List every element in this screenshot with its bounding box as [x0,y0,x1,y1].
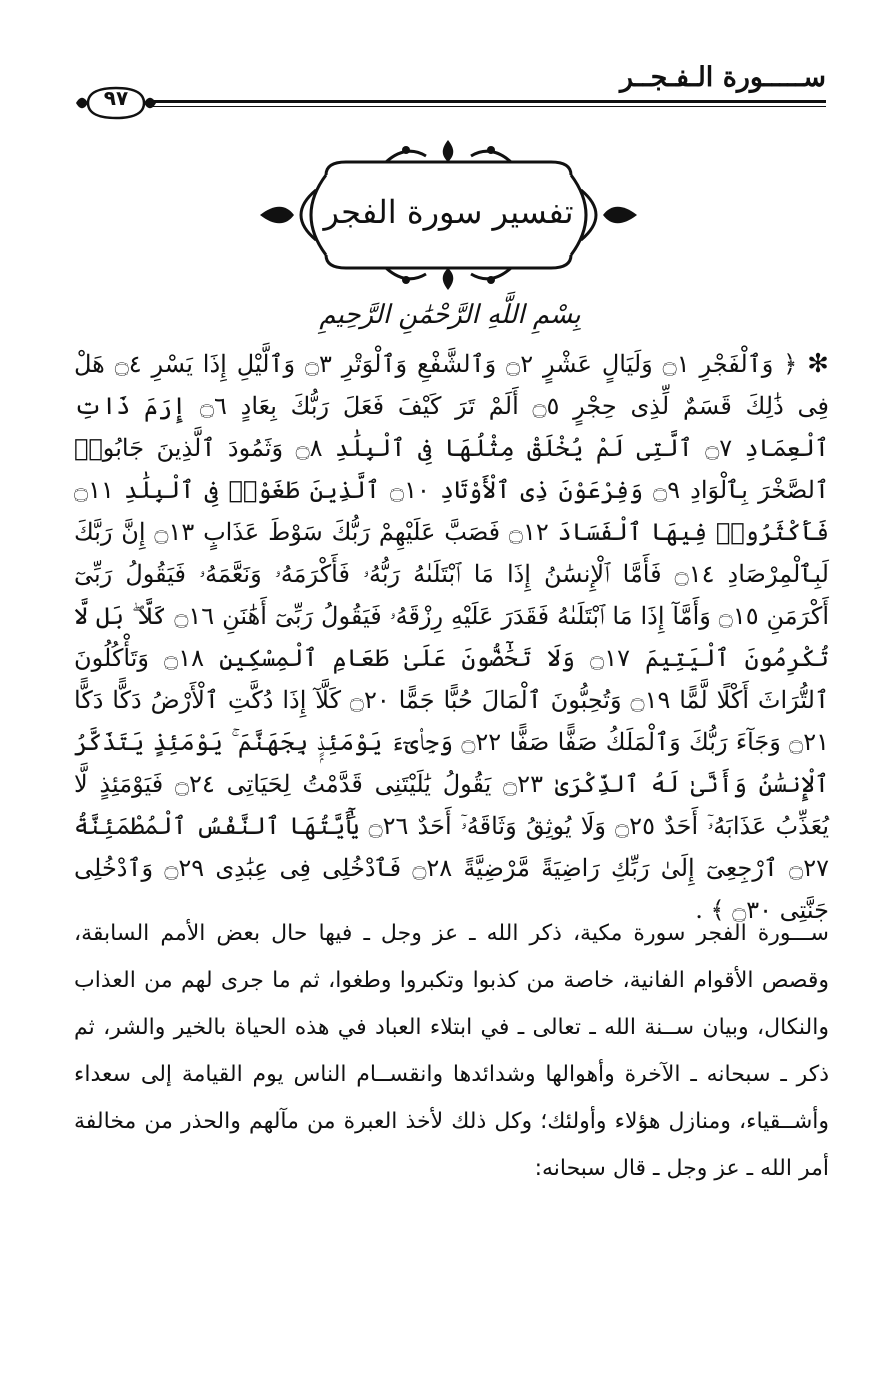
section-star-marker: ✻ [807,349,829,379]
quran-text: ﴿ وَٱلْفَجْرِ ۝١ وَلَيَالٍ عَشْرٍ ۝٢ وَٱلشَّفْعِ وَٱلْوَتْرِ ۝٣ وَٱلَّيْلِ إِذَا يَسْرِ ۝٤ هَلْ فِى ذَٰلِكَ قَسَمٌ لِّذِى حِجْرٍ ۝٥ أَلَمْ تَرَ كَيْفَ فَعَلَ رَبُّكَ بِعَادٍ ۝٦ إِرَمَ ذَاتِ ٱلْعِمَادِ ۝٧ ٱلَّتِى لَمْ يُخْلَقْ مِثْلُهَا فِى ٱلْبِلَٰدِ ۝٨ وَثَمُودَ ٱلَّذِينَ جَابُوا۟ ٱلصَّخْرَ بِٱلْوَادِ ۝٩ وَفِرْعَوْنَ ذِى ٱلْأَوْتَادِ ۝١٠ ٱلَّذِينَ طَغَوْا۟ فِى ٱلْبِلَٰدِ ۝١١ فَأَكْثَرُوا۟ فِيهَا ٱلْفَسَادَ ۝١٢ فَصَبَّ عَلَيْهِمْ رَبُّكَ سَوْطَ عَذَابٍ ۝١٣ إِنَّ رَبَّكَ لَبِٱلْمِرْصَادِ ۝١٤ فَأَمَّا ٱلْإِنسَٰنُ إِذَا مَا ٱبْتَلَىٰهُ رَبُّهُۥ فَأَكْرَمَهُۥ وَنَعَّمَهُۥ فَيَقُولُ رَبِّىٓ أَكْرَمَنِ ۝١٥ وَأَمَّآ إِذَا مَا ٱبْتَلَىٰهُ فَقَدَرَ عَلَيْهِ رِزْقَهُۥ فَيَقُولُ رَبِّىٓ أَهَٰنَنِ ۝١٦ كَلَّا ۖ بَل لَّا تُكْرِمُونَ ٱلْيَتِيمَ ۝١٧ وَلَا تَحَٰٓضُّونَ عَلَىٰ طَعَامِ ٱلْمِسْكِينِ ۝١٨ وَتَأْكُلُونَ ٱلتُّرَاثَ أَكْلًا لَّمًّا ۝١٩ وَتُحِبُّونَ ٱلْمَالَ حُبًّا جَمًّا ۝٢٠ كَلَّآ إِذَا دُكَّتِ ٱلْأَرْضُ دَكًّا دَكًّا ۝٢١ وَجَآءَ رَبُّكَ وَٱلْمَلَكُ صَفًّا صَفًّا ۝٢٢ وَجِا۟ىٓءَ يَوْمَئِذٍۭ بِجَهَنَّمَ ۚ يَوْمَئِذٍ يَتَذَكَّرُ ٱلْإِنسَٰنُ وَأَنَّىٰ لَهُ ٱلذِّكْرَىٰ ۝٢٣ يَقُولُ يَٰلَيْتَنِى قَدَّمْتُ لِحَيَاتِى ۝٢٤ فَيَوْمَئِذٍ لَّا يُعَذِّبُ عَذَابَهُۥٓ أَحَدٌ ۝٢٥ وَلَا يُوثِقُ وَثَاقَهُۥٓ أَحَدٌ ۝٢٦ يَٰٓأَيَّتُهَا ٱلنَّفْسُ ٱلْمُطْمَئِنَّةُ ۝٢٧ ٱرْجِعِىٓ إِلَىٰ رَبِّكِ رَاضِيَةً مَّرْضِيَّةً ۝٢٨ فَٱدْخُلِى فِى عِبَٰدِى ۝٢٩ وَٱدْخُلِى جَنَّتِى ۝٣٠ ﴾ . [74,350,830,924]
quran-verses [74,343,829,931]
running-title: ســـــورة الـفـجــر [619,62,826,93]
header-rule-thick [152,100,826,103]
basmala: بِسْمِ اللَّهِ الرَّحْمَٰنِ الرَّحِيمِ [319,300,581,330]
header-rule-thin [152,106,826,107]
surah-title: تفسير سورة الفجر [323,193,574,231]
page-header [74,62,826,126]
page-number: ٩٧ [103,86,129,110]
commentary-paragraph: ســـورة الفجر سورة مكية، ذكر الله ـ عز وجل ـ فيها حال بعض الأمم السابقة، وقصص الأقوام الفانية، خاصة من كذبوا وتكبروا وطغوا، ثم ما جرى لهم من العذاب والنكال، وبيان ســنة الله ـ تعالى ـ في ابتلاء العباد في هذه الحياة بالخير والشر، ثم ذكر ـ سبحانه ـ الآخرة وأهوالها وشدائدها وانقســام الناس يوم القيامة إلى سعداء وأشــقياء، ومنازل هؤلاء وأولئك؛ وكل ذلك لأخذ العبرة من مآلهم والحذر من مخالفة أمر الله ـ عز وجل ـ قال سبحانه: [74,921,829,1181]
